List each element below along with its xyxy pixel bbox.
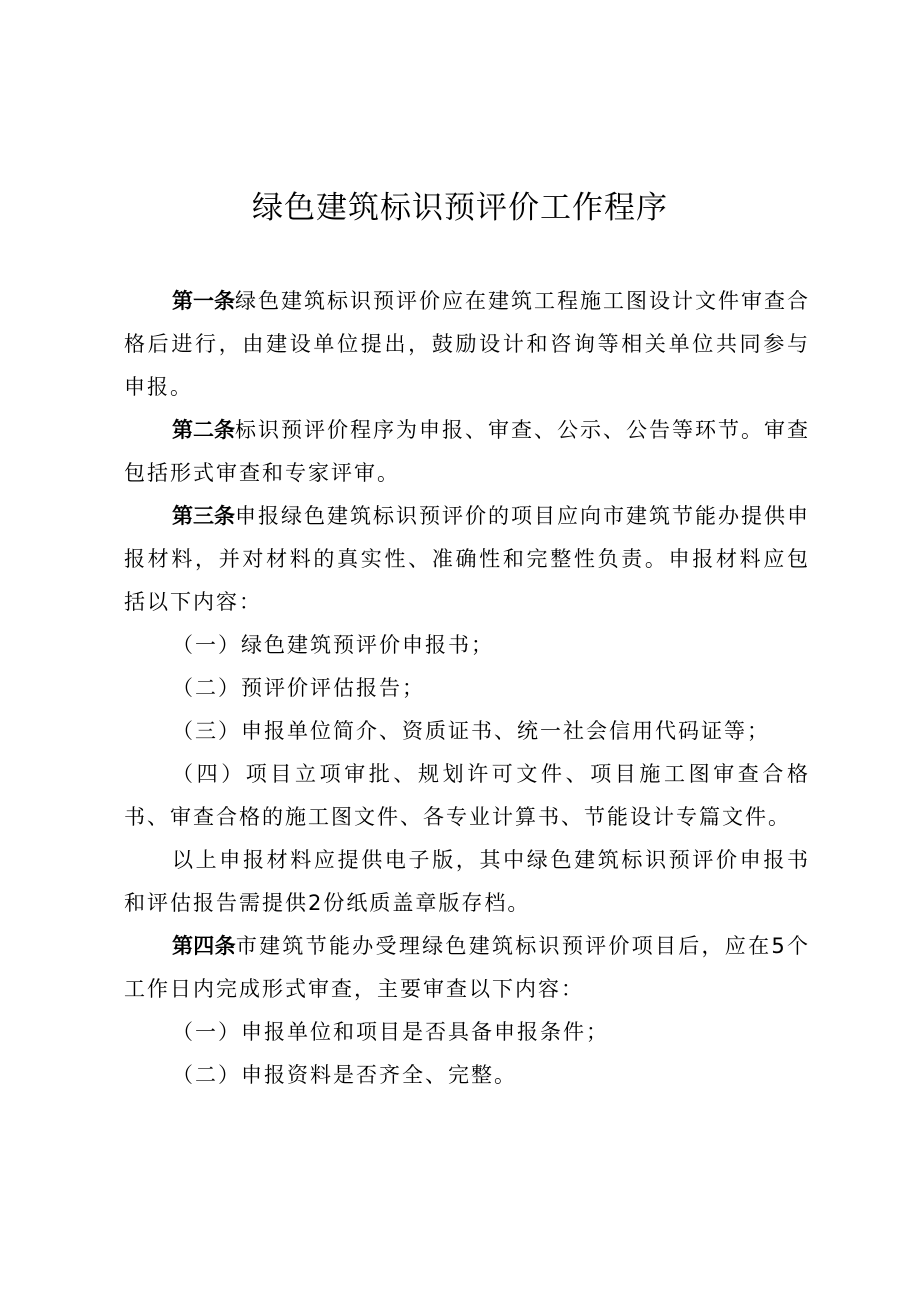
article-4 [124, 925, 810, 1011]
article-4-item-1: （一）申报单位和项目是否具备申报条件； [172, 1020, 609, 1044]
document-title: 绿色建筑标识预评价工作程序 [252, 190, 668, 226]
article-1-label: 第一条 [172, 289, 235, 313]
article-3-item-3: （三）申报单位简介、资质证书、统一社会信用代码证等； [172, 719, 770, 743]
article-1 [124, 280, 810, 409]
article-4-text: 市建筑节能办受理绿色建筑标识预评价项目后，应在5个工作日内完成形式审查，主要审查以下内容： [124, 934, 811, 1001]
article-1-text: 绿色建筑标识预评价应在建筑工程施工图设计文件审查合格后进行，由建设单位提出，鼓励设计和咨询等相关单位共同参与申报。 [124, 289, 810, 399]
article-3-note: 以上申报材料应提供电子版，其中绿色建筑标识预评价申报书和评估报告需提供2份纸质盖章版存档。 [124, 848, 810, 915]
article-3 [124, 495, 810, 624]
article-3-item-4: （四）项目立项审批、规划许可文件、项目施工图审查合格书、审查合格的施工图文件、各专业计算书、节能设计专篇文件。 [124, 762, 810, 829]
article-3-text: 申报绿色建筑标识预评价的项目应向市建筑节能办提供申报材料，并对材料的真实性、准确性和完整性负责。申报材料应包括以下内容： [124, 504, 810, 614]
article-2-text: 标识预评价程序为申报、审查、公示、公告等环节。审查包括形式审查和专家评审。 [124, 418, 810, 485]
article-4-label: 第四条 [172, 934, 236, 958]
document-body [124, 280, 810, 1097]
article-2-label: 第二条 [172, 418, 235, 442]
article-3-item-2: （二）预评价评估报告； [172, 676, 425, 700]
article-4-item-2: （二）申报资料是否齐全、完整。 [172, 1063, 517, 1087]
article-3-label: 第三条 [172, 504, 235, 528]
article-2 [124, 409, 810, 495]
article-3-item-1: （一）绿色建筑预评价申报书； [172, 633, 494, 657]
